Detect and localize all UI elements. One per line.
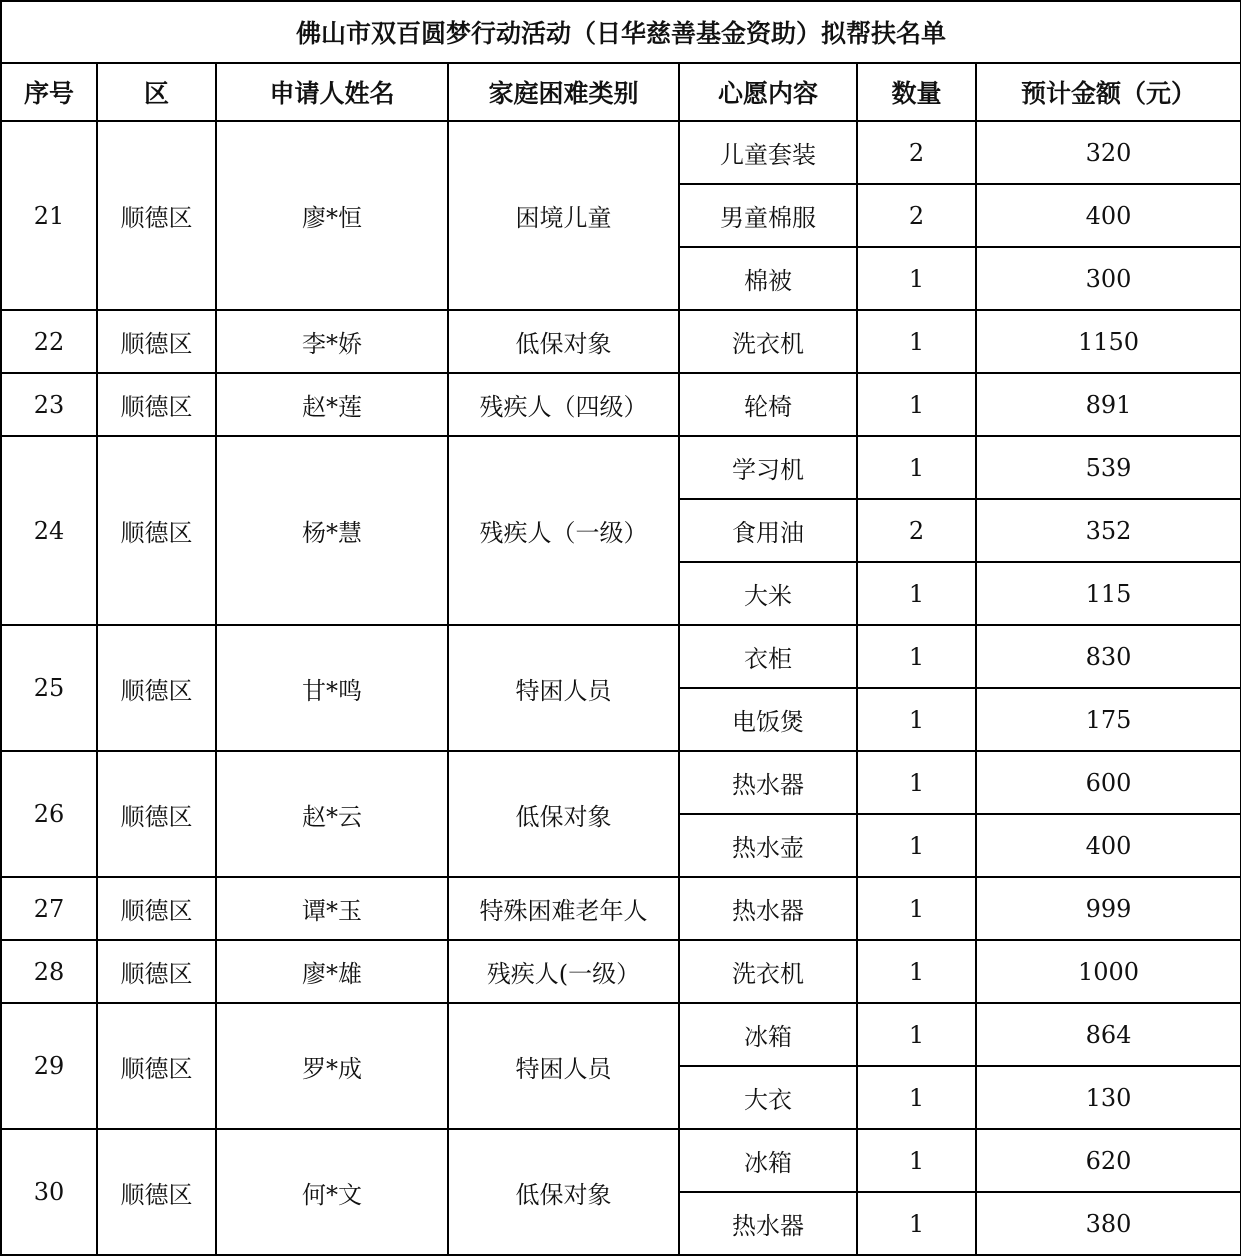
district: 顺德区 — [97, 940, 216, 1003]
applicant-name: 廖*雄 — [216, 940, 448, 1003]
quantity: 1 — [857, 688, 976, 751]
quantity: 1 — [857, 1129, 976, 1192]
district: 顺德区 — [97, 1003, 216, 1129]
hardship-category: 残疾人（四级） — [448, 373, 679, 436]
district: 顺德区 — [97, 373, 216, 436]
row-number: 23 — [1, 373, 97, 436]
estimated-amount: 175 — [976, 688, 1241, 751]
quantity: 1 — [857, 247, 976, 310]
quantity: 1 — [857, 1066, 976, 1129]
wish-item: 儿童套装 — [679, 121, 857, 184]
estimated-amount: 130 — [976, 1066, 1241, 1129]
hardship-category: 低保对象 — [448, 751, 679, 877]
estimated-amount: 830 — [976, 625, 1241, 688]
quantity: 1 — [857, 877, 976, 940]
quantity: 1 — [857, 751, 976, 814]
wish-item: 电饭煲 — [679, 688, 857, 751]
wish-item: 棉被 — [679, 247, 857, 310]
applicant-name: 杨*慧 — [216, 436, 448, 625]
row-number: 26 — [1, 751, 97, 877]
district: 顺德区 — [97, 121, 216, 310]
estimated-amount: 1000 — [976, 940, 1241, 1003]
quantity: 1 — [857, 310, 976, 373]
estimated-amount: 300 — [976, 247, 1241, 310]
quantity: 1 — [857, 625, 976, 688]
quantity: 1 — [857, 562, 976, 625]
table-row — [1, 310, 1241, 373]
applicant-name: 罗*成 — [216, 1003, 448, 1129]
header-no: 序号 — [1, 63, 97, 121]
row-number: 29 — [1, 1003, 97, 1129]
hardship-category: 特殊困难老年人 — [448, 877, 679, 940]
quantity: 1 — [857, 940, 976, 1003]
table-row — [1, 1003, 1241, 1066]
applicant-name: 李*娇 — [216, 310, 448, 373]
hardship-category: 困境儿童 — [448, 121, 679, 310]
table-row — [1, 1129, 1241, 1192]
header-wish: 心愿内容 — [679, 63, 857, 121]
table-title: 佛山市双百圆梦行动活动（日华慈善基金资助）拟帮扶名单 — [1, 1, 1241, 63]
estimated-amount: 891 — [976, 373, 1241, 436]
wish-item: 学习机 — [679, 436, 857, 499]
table-row — [1, 751, 1241, 814]
row-number: 30 — [1, 1129, 97, 1255]
wish-item: 热水器 — [679, 751, 857, 814]
row-number: 24 — [1, 436, 97, 625]
estimated-amount: 400 — [976, 814, 1241, 877]
quantity: 2 — [857, 121, 976, 184]
table-row — [1, 940, 1241, 1003]
district: 顺德区 — [97, 310, 216, 373]
wish-item: 热水器 — [679, 877, 857, 940]
table-body — [1, 121, 1241, 1255]
quantity: 1 — [857, 1003, 976, 1066]
estimated-amount: 999 — [976, 877, 1241, 940]
wish-item: 轮椅 — [679, 373, 857, 436]
wish-item: 洗衣机 — [679, 310, 857, 373]
table-row — [1, 121, 1241, 184]
wish-item: 男童棉服 — [679, 184, 857, 247]
hardship-category: 残疾人(一级） — [448, 940, 679, 1003]
estimated-amount: 352 — [976, 499, 1241, 562]
district: 顺德区 — [97, 436, 216, 625]
applicant-name: 何*文 — [216, 1129, 448, 1255]
estimated-amount: 1150 — [976, 310, 1241, 373]
applicant-name: 廖*恒 — [216, 121, 448, 310]
quantity: 2 — [857, 184, 976, 247]
applicant-name: 甘*鸣 — [216, 625, 448, 751]
wish-item: 食用油 — [679, 499, 857, 562]
applicant-name: 赵*莲 — [216, 373, 448, 436]
wish-item: 洗衣机 — [679, 940, 857, 1003]
wish-item: 冰箱 — [679, 1129, 857, 1192]
wish-item: 衣柜 — [679, 625, 857, 688]
row-number: 22 — [1, 310, 97, 373]
district: 顺德区 — [97, 1129, 216, 1255]
quantity: 1 — [857, 373, 976, 436]
quantity: 1 — [857, 814, 976, 877]
header-row — [1, 63, 1241, 121]
row-number: 28 — [1, 940, 97, 1003]
quantity: 1 — [857, 1192, 976, 1255]
wish-item: 大衣 — [679, 1066, 857, 1129]
row-number: 25 — [1, 625, 97, 751]
estimated-amount: 539 — [976, 436, 1241, 499]
estimated-amount: 600 — [976, 751, 1241, 814]
hardship-category: 特困人员 — [448, 625, 679, 751]
district: 顺德区 — [97, 877, 216, 940]
wish-item: 热水器 — [679, 1192, 857, 1255]
header-category: 家庭困难类别 — [448, 63, 679, 121]
hardship-category: 低保对象 — [448, 310, 679, 373]
hardship-category: 残疾人（一级） — [448, 436, 679, 625]
table-row — [1, 877, 1241, 940]
row-number: 21 — [1, 121, 97, 310]
header-name: 申请人姓名 — [216, 63, 448, 121]
quantity: 1 — [857, 436, 976, 499]
applicant-name: 谭*玉 — [216, 877, 448, 940]
wish-item: 大米 — [679, 562, 857, 625]
header-amount: 预计金额（元） — [976, 63, 1241, 121]
table-row — [1, 625, 1241, 688]
hardship-category: 特困人员 — [448, 1003, 679, 1129]
estimated-amount: 320 — [976, 121, 1241, 184]
estimated-amount: 380 — [976, 1192, 1241, 1255]
estimated-amount: 115 — [976, 562, 1241, 625]
wish-item: 热水壶 — [679, 814, 857, 877]
district: 顺德区 — [97, 625, 216, 751]
quantity: 2 — [857, 499, 976, 562]
estimated-amount: 620 — [976, 1129, 1241, 1192]
estimated-amount: 400 — [976, 184, 1241, 247]
district: 顺德区 — [97, 751, 216, 877]
table-row — [1, 436, 1241, 499]
table-row — [1, 373, 1241, 436]
estimated-amount: 864 — [976, 1003, 1241, 1066]
row-number: 27 — [1, 877, 97, 940]
wish-item: 冰箱 — [679, 1003, 857, 1066]
header-qty: 数量 — [857, 63, 976, 121]
applicant-name: 赵*云 — [216, 751, 448, 877]
hardship-category: 低保对象 — [448, 1129, 679, 1255]
header-district: 区 — [97, 63, 216, 121]
